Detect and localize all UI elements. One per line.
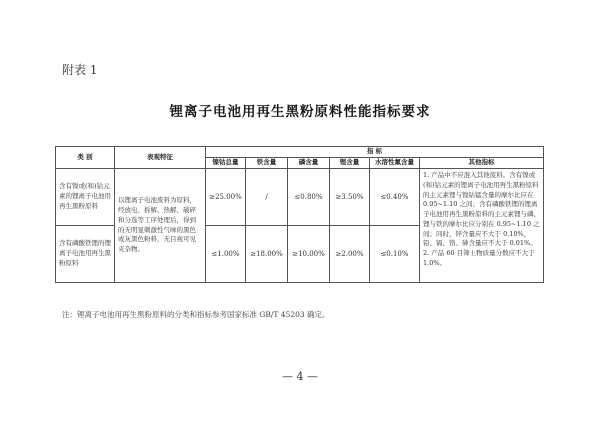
row-category: 含有镍或(和)钴元素的锂离子电池用再生黑粉原料 (56, 169, 115, 226)
subheader-other: 其他指标 (420, 158, 544, 169)
subheader-nico: 镍钴总量 (206, 158, 246, 169)
table-note: 注：锂离子电池用再生黑粉原料的分类和指标参考国家标准 GB/T 45203 确定。 (62, 310, 330, 319)
value-nico: ≤1.00% (206, 226, 246, 283)
subheader-li: 锂含量 (330, 158, 370, 169)
value-nico: ≥25.00% (206, 169, 246, 226)
other-indicators-cell (420, 169, 544, 283)
other-indicators-text: 1. 产品中不应混入其他废料。含有镍或(和)钴元素的锂离子电池用再生黑粉原料的主元素锂与镍钴锰含量的摩尔比应在 0.95~1.10 之间；含有磷酸铁锂的锂离子电池用再生黑粉原料的主元素锂与磷、锂与铁的摩尔比应分别在 0.95~1.10 之间；同时，锌含量应不大于 0.10%，铅、镉、铬、砷含量应不大于 0.01%。 2. 产品 60 目筛上物质量分数应不大于 1.0%。 (423, 171, 540, 267)
subheader-fe: 铁含量 (246, 158, 288, 169)
header-indicator: 指 标 (206, 147, 544, 158)
value-li: ≥2.00% (330, 226, 370, 283)
header-feature: 表观特征 (115, 147, 206, 169)
subheader-p: 磷含量 (288, 158, 330, 169)
feature-cell: 以锂离子电池废料为原料，经放电、拆解、热解、破碎和分选等工序处理后，得到的无明显刺激性气味的黑色或灰黑色粉料，无目视可见夹杂物。 (115, 169, 206, 283)
document-title: 锂离子电池用再生黑粉原料性能指标要求 (169, 104, 431, 120)
value-p: ≥10.00% (288, 226, 330, 283)
value-p: ≤0.80% (288, 169, 330, 226)
appendix-label: 附表 1 (62, 63, 98, 77)
table-header-row (56, 147, 544, 158)
value-f: ≤0.40% (370, 169, 420, 226)
value-li: ≥3.50% (330, 169, 370, 226)
table-row (56, 169, 544, 226)
row-category: 含有磷酸铁锂的锂离子电池用再生黑粉原料 (56, 226, 115, 283)
page-number: — 4 — (282, 370, 318, 383)
spec-table (55, 146, 544, 283)
value-f: ≤0.10% (370, 226, 420, 283)
header-category: 类 别 (56, 147, 115, 169)
value-fe: / (246, 169, 288, 226)
subheader-f: 水溶性氟含量 (370, 158, 420, 169)
value-fe: ≥18.00% (246, 226, 288, 283)
